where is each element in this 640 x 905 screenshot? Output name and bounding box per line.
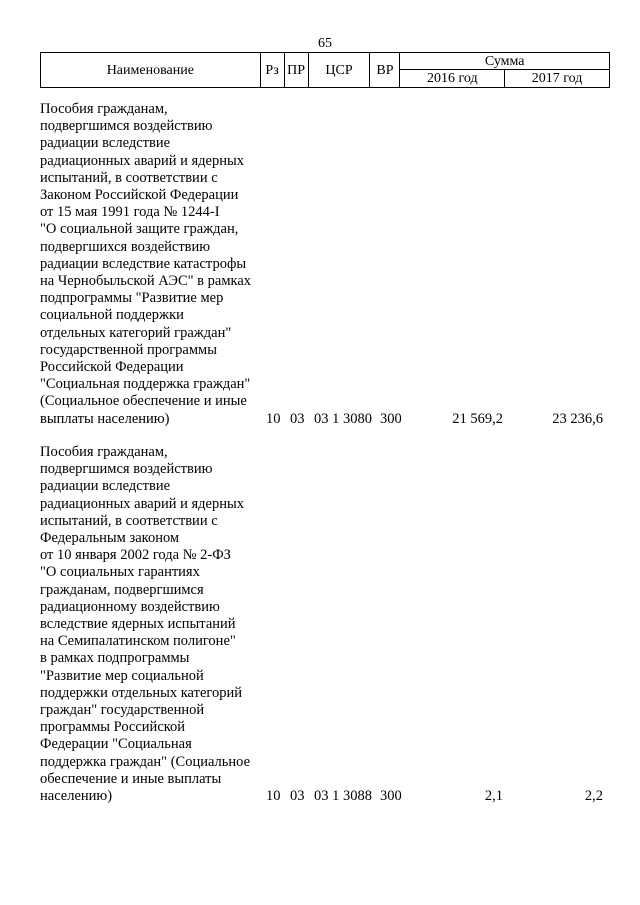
page-number: 65 xyxy=(318,36,332,51)
row-csr: 03 1 3088 xyxy=(314,788,372,805)
table-header xyxy=(40,52,610,88)
row-vr: 300 xyxy=(380,410,402,427)
row-pr: 03 xyxy=(290,410,305,427)
row-sum-2017: 23 236,6 xyxy=(552,410,603,427)
header-name: Наименование xyxy=(41,53,261,88)
row-rz: 10 xyxy=(266,788,281,805)
header-year-2016: 2016 год xyxy=(400,70,505,88)
table-row xyxy=(40,101,615,428)
row-rz: 10 xyxy=(266,410,281,427)
header-vr: ВР xyxy=(370,53,400,88)
row-pr: 03 xyxy=(290,788,305,805)
header-csr: ЦСР xyxy=(308,53,370,88)
row-name: Пособия гражданам, подвергшимся воздействию радиации вследствие радиационных аварий и ядерных испытаний, в соответствии с Федеральным законом от 10 января 2002 года № 2-ФЗ "О социальных гарантиях гражданам, подвергшимся радиационному воздействию вследствие ядерных испытаний на Семипалатинском полигоне" в рамках подпрограммы "Развитие мер социальной поддержки отдельных категорий граждан" государственной программы Российской Федерации "Социальная поддержка граждан" (Социальное обеспечение и иные выплаты населению) xyxy=(40,444,251,805)
row-name: Пособия гражданам, подвергшимся воздействию радиации вследствие радиационных аварий и ядерных испытаний, в соответствии с Законом Российской Федерации от 15 мая 1991 года № 1244-I "О социальной защите граждан, подвергшихся воздействию радиации вследствие катастрофы на Чернобыльской АЭС" в рамках подпрограммы "Развитие мер социальной поддержки отдельных категорий граждан" государственной программы Российской Федерации "Социальная поддержка граждан" (Социальное обеспечение и иные выплаты населению) xyxy=(40,101,252,427)
row-vr: 300 xyxy=(380,788,402,805)
row-sum-2016: 2,1 xyxy=(484,788,503,805)
row-csr: 03 1 3080 xyxy=(314,410,372,427)
header-sum: Сумма xyxy=(400,53,610,70)
row-sum-2017: 2,2 xyxy=(584,788,603,805)
row-sum-2016: 21 569,2 xyxy=(452,410,503,427)
header-year-2017: 2017 год xyxy=(505,70,610,88)
table-row xyxy=(40,444,615,805)
header-pr: ПР xyxy=(284,53,308,88)
header-rz: Рз xyxy=(260,53,284,88)
